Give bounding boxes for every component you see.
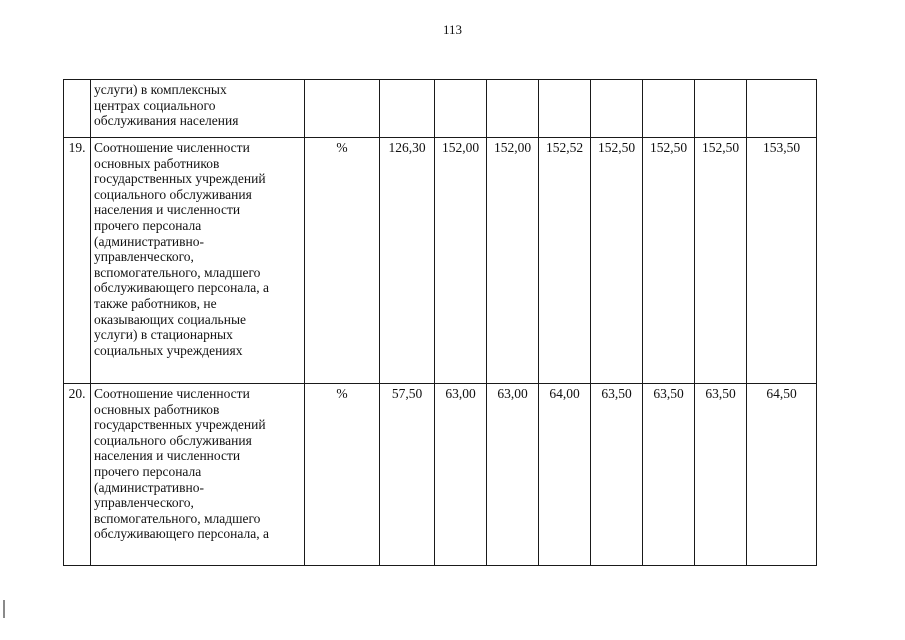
- value-cell: 57,50: [380, 384, 435, 566]
- value-cell: [591, 80, 643, 138]
- indicators-table: [63, 79, 817, 566]
- value-cell: 126,30: [380, 138, 435, 384]
- value-cell: 64,50: [747, 384, 817, 566]
- page-number: 113: [442, 22, 463, 37]
- value-cell: [435, 80, 487, 138]
- value-cell: 152,52: [539, 138, 591, 384]
- value-cell: [487, 80, 539, 138]
- table-row: [64, 384, 817, 566]
- row-unit: %: [305, 138, 380, 384]
- value-cell: 63,00: [435, 384, 487, 566]
- value-cell: 63,50: [695, 384, 747, 566]
- value-cell: [747, 80, 817, 138]
- value-cell: [643, 80, 695, 138]
- value-cell: 152,50: [643, 138, 695, 384]
- table-row: [64, 138, 817, 384]
- row-number: 20.: [64, 384, 91, 566]
- row-description: Соотношение численности основных работников государственных учреждений социального обслуживания населения и численности прочего персонала (административно- управленческого, вспомогательного, младшего обслуживающего персонала, а: [91, 384, 305, 566]
- row-description: услуги) в комплексных центрах социального обслуживания населения: [91, 80, 305, 138]
- scan-artifact: [3, 600, 5, 618]
- value-cell: 152,50: [591, 138, 643, 384]
- value-cell: 152,00: [435, 138, 487, 384]
- value-cell: 63,50: [643, 384, 695, 566]
- value-cell: [380, 80, 435, 138]
- value-cell: [695, 80, 747, 138]
- row-unit: [305, 80, 380, 138]
- row-number: 19.: [64, 138, 91, 384]
- row-description: Соотношение численности основных работников государственных учреждений социального обслуживания населения и численности прочего персонала (административно- управленческого, вспомогательного, младшего обслуживающего персонала, а также работников, не оказывающих социальные услуги) в стационарных социальных учреждениях: [91, 138, 305, 384]
- value-cell: 152,00: [487, 138, 539, 384]
- row-unit: %: [305, 384, 380, 566]
- row-number: [64, 80, 91, 138]
- table-row: [64, 80, 817, 138]
- value-cell: 152,50: [695, 138, 747, 384]
- value-cell: 153,50: [747, 138, 817, 384]
- value-cell: 63,00: [487, 384, 539, 566]
- value-cell: [539, 80, 591, 138]
- value-cell: 64,00: [539, 384, 591, 566]
- value-cell: 63,50: [591, 384, 643, 566]
